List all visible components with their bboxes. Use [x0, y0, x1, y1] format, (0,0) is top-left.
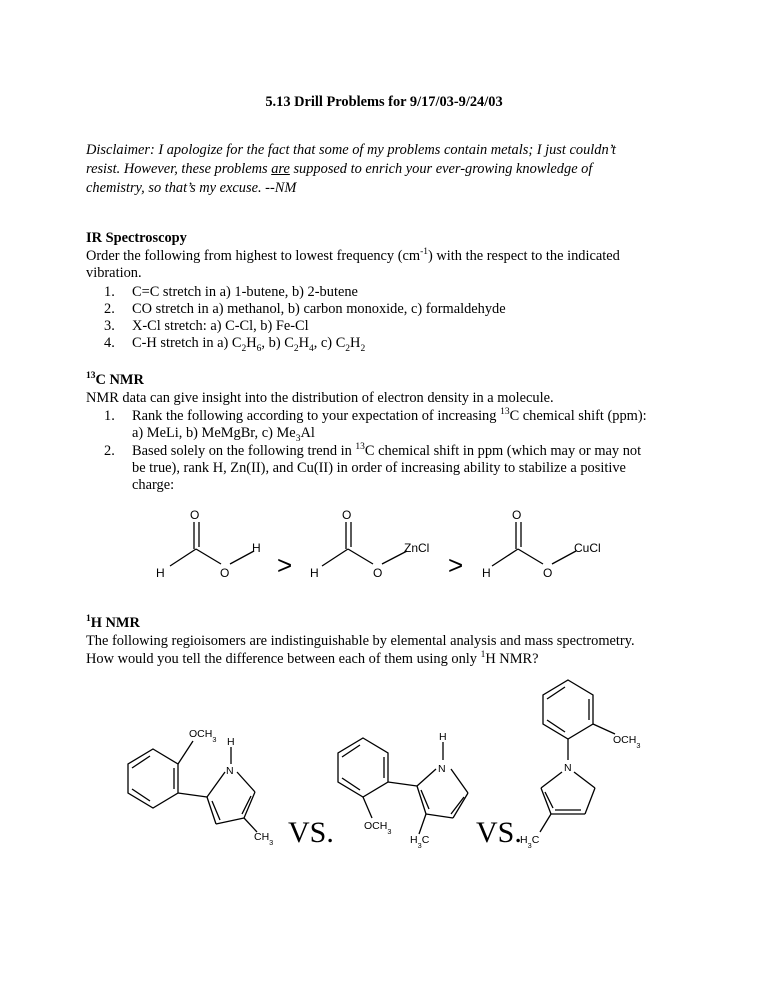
greater-than-sign: > [448, 550, 464, 580]
c13-q2-cont: be true), rank H, Zn(II), and Cu(II) in order of increasing ability to stabilize a positive [132, 460, 626, 476]
c13-q2-num: 2. [104, 443, 115, 459]
zncl-label: ZnCl [404, 541, 430, 555]
h1-line-2-text: H NMR? [485, 651, 539, 667]
c13-heading-text: C NMR [95, 372, 144, 388]
zinc-ester-h-label: H [310, 566, 319, 580]
mol2-h3c-label: $H_3C$ [410, 834, 430, 850]
ir-intro-text: Order the following from highest to lowest frequency (cm [86, 248, 421, 264]
mol1-n-label: N [226, 765, 234, 777]
ir-item-4: C-H stretch in a) $C_2H_6$, b) $C_2H_4$, c) $C_2H_2$ [132, 335, 366, 354]
h1-line-2-superscript: 1 [480, 650, 486, 661]
ir-item-3: X-Cl stretch: a) C-Cl, b) Fe-Cl [132, 318, 309, 334]
ir-intro-superscript: -1 [420, 247, 429, 258]
vs-label: VS. [288, 816, 334, 849]
copper-ester-o-label: O [543, 566, 553, 580]
ir-item-2-num: 2. [104, 301, 115, 317]
ir-item-1-num: 1. [104, 284, 115, 300]
mol3-och3-label: $OCH_3$ [613, 734, 641, 750]
c13-q2-text: C chemical shift in ppm (which may or may not [364, 443, 642, 459]
c13-q2-superscript: 13 [355, 442, 365, 453]
disclaimer-text: resist. However, these problems [86, 161, 272, 177]
mol2-och3-label: $OCH_3$ [364, 820, 392, 836]
ir-item-1: C=C stretch in a) 1-butene, b) 2-butene [132, 284, 358, 300]
c13-intro: NMR data can give insight into the distribution of electron density in a molecule. [86, 390, 554, 406]
h1-line-2-text: How would you tell the difference between each of them using only [86, 651, 481, 667]
page-title: 5.13 Drill Problems for 9/17/03-9/24/03 [265, 94, 503, 110]
copper-ester-h-label: H [482, 566, 491, 580]
disclaimer-line-3: chemistry, so that’s my excuse. --NM [86, 180, 297, 196]
zinc-ester-o-label: O [373, 566, 383, 580]
disclaimer-text: supposed to enrich your ever-growing knowledge of [289, 161, 593, 177]
mol1-ch3-label: $CH_3$ [254, 831, 274, 847]
copper-ester-carbonyl-o-label: O [512, 508, 522, 522]
ir-item-4-num: 4. [104, 335, 115, 351]
disclaimer-underlined-word: are [271, 161, 290, 177]
formic-h-label: H [156, 566, 165, 580]
mol2-nh-h-label: H [439, 731, 447, 743]
greater-than-sign: > [277, 550, 293, 580]
c13-q1-num: 1. [104, 408, 115, 424]
vs-label: VS. [476, 816, 522, 849]
zinc-ester-carbonyl-o-label: O [342, 508, 352, 522]
c13-q1-options: a) MeLi, b) MeMgBr, c) $Me_3Al$ [132, 425, 315, 444]
c13-heading-superscript: 13 [86, 371, 96, 382]
ir-heading: IR Spectroscopy [86, 230, 187, 246]
c13-q2-cont2: charge: [132, 477, 175, 493]
h1-line-1: The following regioisomers are indistinguishable by elemental analysis and mass spectrometry. [86, 633, 635, 649]
cucl-label: CuCl [574, 541, 601, 555]
h1-heading-superscript: 1 [86, 614, 91, 625]
mol3-n-label: N [564, 762, 572, 774]
c13-q1-superscript: 13 [500, 407, 510, 418]
c13-q1-text: Rank the following according to your expectation of increasing [132, 408, 501, 424]
c13-q1-text: C chemical shift (ppm): [509, 408, 647, 424]
formic-carbonyl-o-label: O [190, 508, 200, 522]
ir-item-2: CO stretch in a) methanol, b) carbon monoxide, c) formaldehyde [132, 301, 506, 317]
disclaimer-line-1: Disclaimer: I apologize for the fact that some of my problems contain metals; I just couldn’t [86, 142, 616, 158]
ir-intro-cont: vibration. [86, 265, 142, 281]
formic-o-label: O [220, 566, 230, 580]
ir-intro-text: ) with the respect to the indicated [428, 248, 620, 264]
mol1-nh-h-label: H [227, 736, 235, 748]
formic-acid-h-label: H [252, 541, 261, 555]
h1-heading-text: H NMR [90, 615, 140, 631]
c13-q2-text: Based solely on the following trend in [132, 443, 356, 459]
mol2-n-label: N [438, 763, 446, 775]
mol3-h3c-label: $H_3C$ [520, 834, 540, 850]
ir-item-3-num: 3. [104, 318, 115, 334]
mol1-och3-label: $OCH_3$ [189, 728, 217, 744]
